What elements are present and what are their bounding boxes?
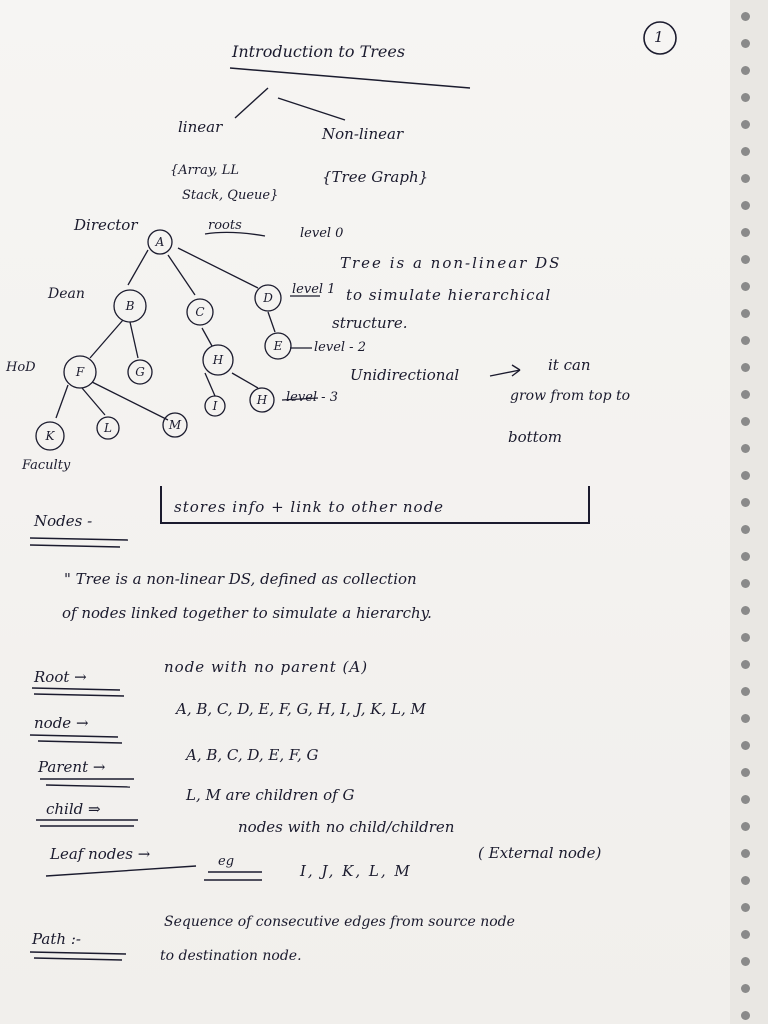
role-director: Director: [74, 216, 138, 234]
def-line-6: grow from top to: [510, 388, 631, 404]
role-dean: Dean: [48, 286, 85, 302]
tree-nodes: [36, 230, 291, 450]
path-line-2: to destination node.: [160, 948, 302, 964]
linear-examples-2: Stack, Queue}: [182, 188, 279, 203]
nodes-heading: Nodes -: [34, 512, 93, 530]
term-node-value: A, B, C, D, E, F, G, H, I, J, K, L, M: [176, 700, 426, 718]
tree-node-label: G: [135, 365, 145, 379]
nodes-definition: stores info + link to other node: [174, 498, 445, 516]
tree-node-label: M: [168, 418, 182, 432]
role-hod: HoD: [6, 360, 36, 375]
def-line-7: bottom: [508, 428, 562, 446]
tree-node-label: H: [212, 353, 224, 367]
level-2-label: level - 2: [314, 340, 366, 355]
page-number: 1: [654, 28, 664, 46]
linear-examples-1: {Array, LL: [170, 163, 239, 178]
tree-node-label: E: [273, 339, 283, 353]
term-leaf: Leaf nodes →: [50, 845, 151, 863]
term-parent: Parent →: [38, 758, 106, 776]
tree-node-label: K: [45, 429, 55, 443]
level-0-label: level 0: [300, 226, 344, 241]
term-root-value: node with no parent (A): [164, 658, 369, 676]
linear-label: linear: [178, 118, 223, 136]
def-line-2: to simulate hierarchical: [346, 286, 552, 304]
level-1-label: level 1: [292, 282, 336, 297]
term-root: Root →: [34, 668, 87, 686]
nonlinear-examples: {Tree Graph}: [322, 168, 429, 186]
leaf-eg-label: eg: [218, 854, 235, 869]
term-parent-value: A, B, C, D, E, F, G: [186, 746, 319, 764]
branch-line-right: [278, 98, 345, 120]
tree-node-label: D: [263, 291, 273, 305]
tree-def-line-1: " Tree is a non-linear DS, defined as collection: [64, 570, 417, 588]
level-3-label: level - 3: [286, 390, 338, 405]
leaf-eg-values: I, J, K, L, M: [300, 862, 412, 880]
tree-node-label: F: [75, 365, 85, 379]
tree-node-label: C: [195, 305, 205, 319]
roots-label: roots: [208, 218, 242, 233]
page-title: Introduction to Trees: [232, 42, 406, 61]
tree-node-label: L: [104, 421, 112, 435]
term-child-value: L, M are children of G: [186, 786, 355, 804]
def-line-1: Tree is a non-linear DS: [340, 254, 562, 272]
path-heading: Path :-: [32, 930, 81, 948]
def-line-4: Unidirectional: [350, 366, 460, 384]
term-leaf-value: nodes with no child/children: [238, 818, 455, 836]
term-child: child ⇒: [46, 800, 101, 818]
term-node: node →: [34, 714, 89, 732]
tree-node-label: I: [212, 399, 218, 413]
title-underline: [230, 68, 470, 88]
leaf-eg-note: ( External node): [478, 844, 602, 862]
role-faculty: Faculty: [22, 458, 71, 473]
tree-node-label: A: [155, 235, 165, 249]
tree-node-label: H: [256, 393, 268, 407]
path-line-1: Sequence of consecutive edges from source node: [164, 914, 515, 930]
branch-line-left: [235, 88, 268, 118]
tree-node-label: B: [125, 299, 135, 313]
tree-def-line-2: of nodes linked together to simulate a hierarchy.: [62, 604, 432, 622]
node-labels: [45, 235, 283, 443]
def-line-3: structure.: [332, 314, 408, 332]
nonlinear-label: Non-linear: [322, 125, 404, 143]
def-line-5: it can: [548, 356, 591, 374]
